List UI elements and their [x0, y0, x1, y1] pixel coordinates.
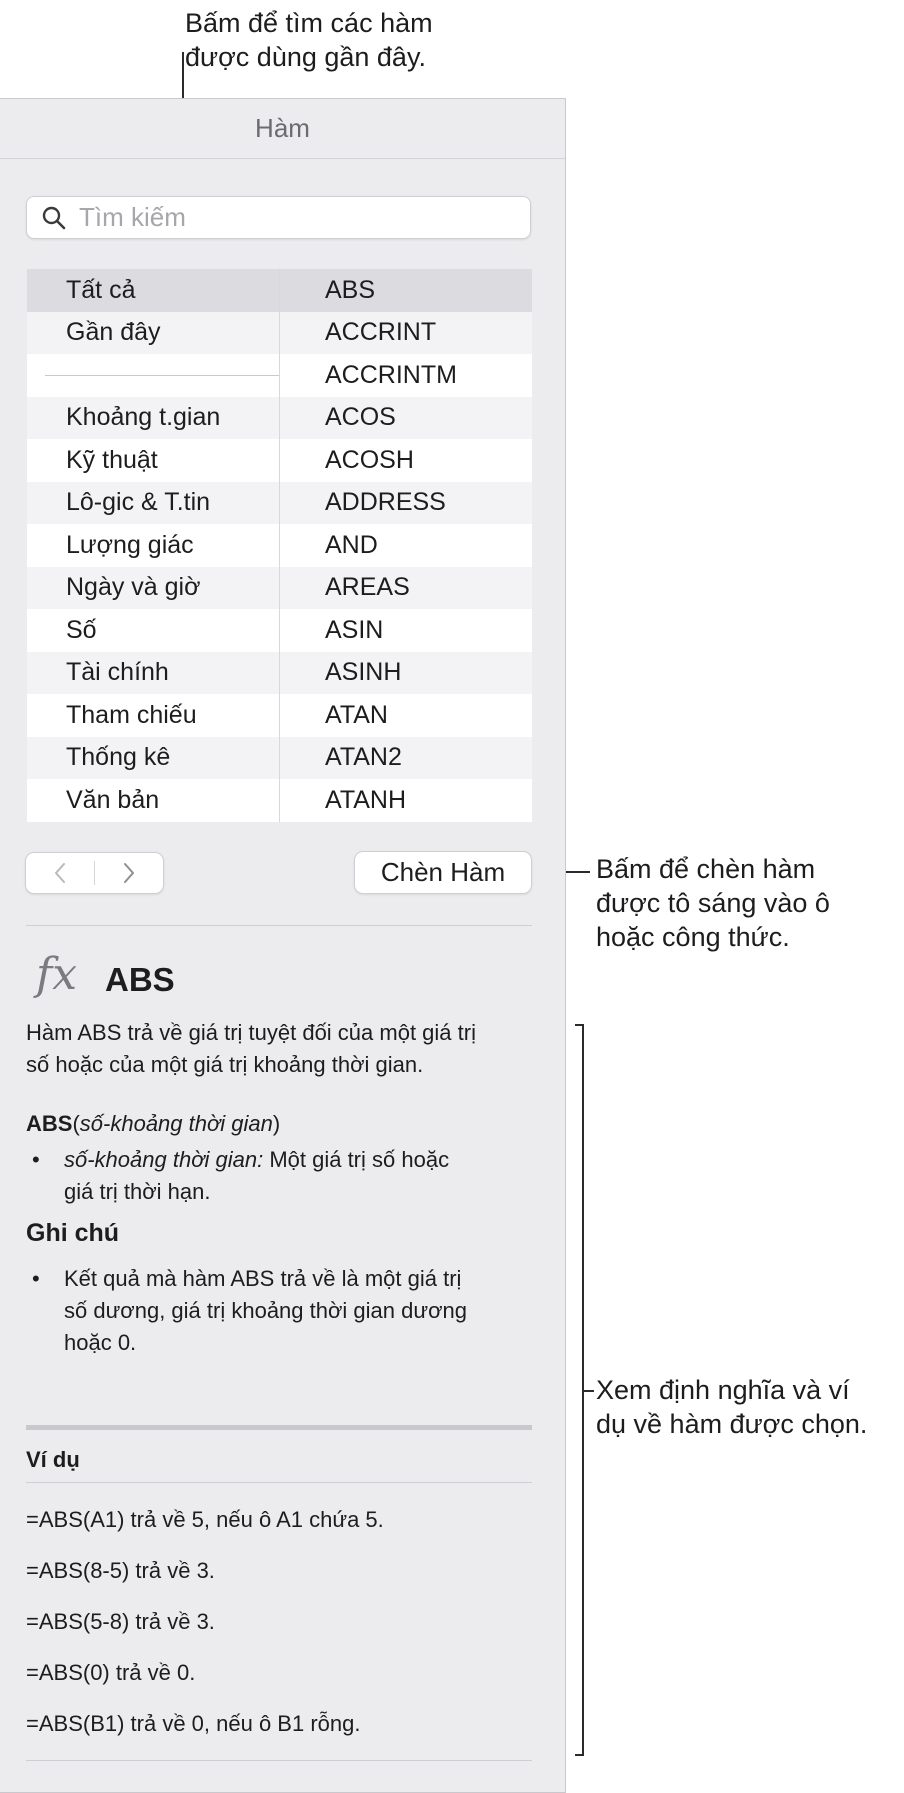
function-label: ATANH [325, 785, 407, 814]
parameter-desc-cont: giá trị thời hạn. [64, 1179, 211, 1204]
category-label: Tất cả [66, 275, 136, 304]
chevron-left-icon [53, 861, 67, 885]
note-line: số dương, giá trị khoảng thời gian dương [64, 1298, 467, 1323]
callout-insert-line2: được tô sáng vào ô [596, 888, 830, 918]
category-label: Kỹ thuật [66, 445, 158, 474]
function-item[interactable] [280, 439, 532, 482]
callout-definition [596, 1373, 901, 1441]
description-line: số hoặc của một giá trị khoảng thời gian. [26, 1052, 424, 1077]
search-icon [41, 205, 67, 231]
function-item[interactable] [280, 312, 532, 355]
callout-definition-line1: Xem định nghĩa và ví [596, 1375, 850, 1405]
function-description [26, 1017, 546, 1081]
bottom-divider [26, 1760, 532, 1761]
category-label: Gần đây [66, 318, 161, 347]
insert-function-button[interactable]: Chèn Hàm [354, 851, 532, 894]
callout-recent-functions [185, 6, 485, 74]
callout-definition-line2: dụ về hàm được chọn. [596, 1409, 868, 1439]
function-item[interactable] [280, 567, 532, 610]
function-label: ACOSH [325, 445, 414, 474]
category-item-all[interactable] [27, 269, 279, 312]
function-item[interactable] [280, 694, 532, 737]
functions-panel [0, 98, 566, 1793]
function-item[interactable] [280, 482, 532, 525]
function-browser [27, 269, 532, 822]
function-label: ACCRINT [325, 318, 437, 347]
syntax-name: ABS [26, 1111, 73, 1136]
function-label: ASINH [325, 658, 402, 687]
category-label: Ngày và giờ [66, 573, 201, 602]
category-item-statistical[interactable] [27, 737, 279, 780]
function-item[interactable] [280, 524, 532, 567]
parameter-name: số-khoảng thời gian: [64, 1147, 264, 1172]
note-line: hoặc 0. [64, 1330, 137, 1355]
category-item-reference[interactable] [27, 694, 279, 737]
panel-title: Hàm [255, 113, 310, 143]
description-line: Hàm ABS trả về giá trị tuyệt đối của một giá trị [26, 1020, 476, 1045]
examples-heading: Ví dụ [26, 1447, 80, 1472]
examples-rule [26, 1425, 532, 1430]
search-placeholder: Tìm kiếm [79, 202, 186, 232]
example-line: =ABS(8-5) trả về 3. [26, 1558, 215, 1583]
function-label: ACCRINTM [325, 360, 457, 389]
function-item[interactable] [280, 269, 532, 312]
function-label: ABS [325, 275, 376, 304]
bullet-dot: • [32, 1266, 40, 1291]
syntax-argument: số-khoảng thời gian [79, 1111, 273, 1136]
category-separator [27, 354, 279, 397]
callout-insert-function [596, 852, 896, 954]
function-label: ACOS [325, 403, 396, 432]
chevron-right-icon [122, 861, 136, 885]
category-label: Khoảng t.gian [66, 403, 221, 432]
callout-definition-bracket [575, 1024, 584, 1756]
callout-definition-leader [584, 1390, 594, 1392]
category-label: Tài chính [66, 658, 169, 687]
section-divider [26, 925, 532, 926]
example-line: =ABS(B1) trả về 0, nếu ô B1 rỗng. [26, 1711, 361, 1736]
fx-icon: fx [36, 949, 78, 1000]
category-item-financial[interactable] [27, 652, 279, 695]
category-item-numeric[interactable] [27, 609, 279, 652]
function-label: ATAN [325, 700, 388, 729]
example-line: =ABS(0) trả về 0. [26, 1660, 196, 1685]
notes-heading: Ghi chú [26, 1219, 120, 1247]
function-label: AND [325, 530, 378, 559]
callout-insert-line3: hoặc công thức. [596, 922, 790, 952]
category-item-date-time[interactable] [27, 567, 279, 610]
function-label: ASIN [325, 615, 384, 644]
back-button[interactable] [26, 853, 94, 893]
function-item[interactable] [280, 609, 532, 652]
category-label: Tham chiếu [66, 700, 197, 729]
category-label: Lượng giác [66, 530, 194, 559]
note-item [26, 1263, 546, 1359]
category-label: Văn bản [66, 785, 160, 814]
function-label: AREAS [325, 573, 410, 602]
category-label: Lô-gic & T.tin [66, 488, 211, 517]
note-line: Kết quả mà hàm ABS trả về là một giá trị [64, 1266, 462, 1291]
history-navigation [25, 852, 164, 894]
example-line: =ABS(5-8) trả về 3. [26, 1609, 215, 1634]
parameter-desc: Một giá trị số hoặc [263, 1147, 450, 1172]
callout-insert-line1: Bấm để chèn hàm [596, 854, 816, 884]
category-item-trigonometric[interactable] [27, 524, 279, 567]
function-item[interactable] [280, 779, 532, 822]
category-list [27, 269, 279, 822]
forward-button[interactable] [95, 853, 163, 893]
parameter-item [26, 1144, 546, 1208]
category-label: Thống kê [66, 743, 171, 772]
bullet-dot: • [32, 1147, 40, 1172]
category-item-logical-info[interactable] [27, 482, 279, 525]
function-syntax: ABS(số-khoảng thời gian) [26, 1111, 281, 1136]
example-line: =ABS(A1) trả về 5, nếu ô A1 chứa 5. [26, 1507, 384, 1532]
callout-recent-line2: được dùng gần đây. [185, 42, 426, 72]
function-item[interactable] [280, 737, 532, 780]
parameter-text [64, 1144, 546, 1176]
category-item-duration[interactable] [27, 397, 279, 440]
search-input[interactable] [26, 196, 531, 239]
callout-recent-line1: Bấm để tìm các hàm [185, 8, 433, 38]
category-item-recent[interactable] [27, 312, 279, 355]
function-item[interactable] [280, 354, 532, 397]
examples-divider [26, 1482, 532, 1483]
function-item[interactable] [280, 397, 532, 440]
function-label: ADDRESS [325, 488, 446, 517]
function-list [280, 269, 532, 822]
function-label: ATAN2 [325, 743, 402, 772]
category-label: Số [66, 615, 97, 644]
panel-header [0, 99, 565, 159]
function-item[interactable] [280, 652, 532, 695]
category-item-engineering[interactable] [27, 439, 279, 482]
function-name: ABS [105, 961, 175, 998]
category-item-text[interactable] [27, 779, 279, 822]
